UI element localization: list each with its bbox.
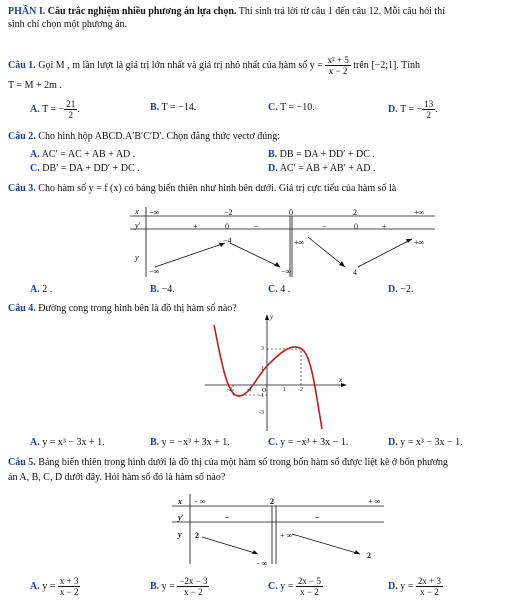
q3-text: Cho hàm số y = f (x) có bảng biến thiên như hình bên dưới. Giá trị cực tiểu của hàm số là xyxy=(38,183,397,194)
q3-row-x: x xyxy=(135,207,139,216)
q5-text-1: Bảng biến thiên trong hình dưới là đồ thị của một hàm số trong bốn hàm số được liệt kê ở bốn phương xyxy=(38,457,448,468)
q3-option-b[interactable] xyxy=(150,284,175,296)
q4-origin: O xyxy=(262,388,267,394)
frac-num: 21 xyxy=(66,99,76,109)
option-fraction xyxy=(177,576,209,597)
q4-tick-y: -1 xyxy=(259,393,264,399)
option-key: A. xyxy=(30,437,40,448)
option-key: B. xyxy=(150,284,160,295)
option-text: y = −x³ + 3x − 1. xyxy=(280,437,349,448)
option-text: y = xyxy=(161,580,175,592)
q4-option-d[interactable] xyxy=(388,437,463,449)
q2-option-c[interactable] xyxy=(30,163,140,175)
q1-option-c[interactable] xyxy=(268,102,315,114)
option-key: C. xyxy=(268,437,278,448)
q5-text-2: án A, B, C, D dưới đây. Hỏi hàm số đó là hàm số nào? xyxy=(8,472,226,483)
q3-row-y: y xyxy=(135,253,139,262)
option-post: . xyxy=(435,103,438,115)
q4-tick-x: 2 xyxy=(300,387,303,393)
q4-text: Đường cong trong hình bên là đồ thị hàm số nào? xyxy=(38,303,237,314)
q3-x-val: 0 xyxy=(289,208,293,217)
q3-yp-sign: 0 xyxy=(225,222,229,231)
section-header xyxy=(8,6,445,18)
q4-label: Câu 4. xyxy=(8,303,36,314)
frac-num: 2x + 3 xyxy=(417,576,441,586)
option-fraction xyxy=(296,576,323,597)
q3-stem xyxy=(8,183,396,195)
frac-den: 2 xyxy=(426,110,432,120)
q3-y-val: 4 xyxy=(353,268,357,277)
frac-den: x − 2 xyxy=(59,587,79,597)
option-text: DB′ = DA + DD′ + DC . xyxy=(42,163,140,174)
q1-text-a: Gọi M , m lần lượt là giá trị lớn nhất và giá trị nhỏ nhất của hàm số y = xyxy=(38,59,323,71)
option-post: . xyxy=(77,103,80,115)
q1-option-a[interactable] xyxy=(30,99,80,120)
q1-option-b[interactable] xyxy=(150,102,196,114)
option-text: y = x³ − 3x − 1. xyxy=(400,437,463,448)
q5-x-val: - ∞ xyxy=(195,497,206,506)
q1-option-d[interactable] xyxy=(388,99,438,120)
option-text: T = −10. xyxy=(280,102,315,113)
q5-yp-sign: − xyxy=(315,513,320,522)
q3-x-val: −2 xyxy=(224,208,233,217)
q5-stem-1 xyxy=(8,457,448,469)
q4-tick-x: -1 xyxy=(247,387,252,393)
option-text: DB = DA + DD′ + DC . xyxy=(279,149,375,160)
option-text: y = xyxy=(280,580,294,592)
q5-option-d[interactable] xyxy=(388,576,443,597)
q3-y-val: +∞ xyxy=(294,238,305,247)
q2-option-b[interactable] xyxy=(268,149,375,161)
q3-y-val: −∞ xyxy=(281,267,292,276)
option-key: D. xyxy=(268,163,278,174)
q3-row-yp: y′ xyxy=(135,221,141,230)
q5-row-yp: y′ xyxy=(178,513,184,522)
option-key: D. xyxy=(388,437,398,448)
q4-option-a[interactable] xyxy=(30,437,105,449)
frac-num: x + 3 xyxy=(59,576,79,586)
q4-tick-y: 3 xyxy=(261,346,264,352)
option-text: −2. xyxy=(400,284,414,295)
q4-tick-y: -3 xyxy=(259,410,264,416)
option-fraction xyxy=(64,99,77,120)
q3-x-val: −∞ xyxy=(149,208,160,217)
q4-y-label: y xyxy=(270,313,274,321)
q3-yp-sign: + xyxy=(382,222,387,231)
q3-y-val: +∞ xyxy=(414,238,425,247)
q2-text: Cho hình hộp ABCD.A′B′C′D′. Chọn đẳng thức vectơ đúng: xyxy=(38,131,280,142)
option-text: T = − xyxy=(42,103,65,115)
q5-row-x: x xyxy=(178,497,182,506)
option-key: B. xyxy=(268,149,278,160)
frac-den: 2 xyxy=(68,110,74,120)
q4-tick-x: 1 xyxy=(283,387,286,393)
option-fraction xyxy=(416,576,443,597)
q4-x-label: x xyxy=(339,376,343,384)
q1-frac-den: x − 2 xyxy=(328,66,348,76)
q3-y-val: −∞ xyxy=(149,267,160,276)
q1-frac-num: x² + 5 xyxy=(327,55,349,65)
option-text: T = − xyxy=(400,103,423,115)
q3-x-val: +∞ xyxy=(414,208,425,217)
frac-den: x − 2 xyxy=(420,587,439,597)
function-curve xyxy=(214,325,322,429)
q3-option-d[interactable] xyxy=(388,284,413,296)
frac-num: 13 xyxy=(424,99,434,109)
option-key: C. xyxy=(268,102,278,113)
option-text: AC′ = AC + AB + AD . xyxy=(41,149,136,160)
q1-fraction xyxy=(325,55,350,76)
q5-option-c[interactable] xyxy=(268,576,323,597)
q3-x-val: 2 xyxy=(353,208,357,217)
q5-x-val: + ∞ xyxy=(368,497,381,506)
q3-yp-sign: − xyxy=(322,222,327,231)
option-text: y = x³ − 3x + 1. xyxy=(42,437,105,448)
option-text: 2 . xyxy=(42,284,53,295)
q1-stem xyxy=(8,55,420,76)
option-text: y = xyxy=(400,580,414,592)
q5-x-val: 2 xyxy=(270,497,274,506)
option-fraction xyxy=(422,99,435,120)
option-key: D. xyxy=(388,580,398,592)
q2-stem xyxy=(8,131,280,143)
q5-option-a[interactable] xyxy=(30,576,80,597)
part-title: Câu trắc nghiệm nhiều phương án lựa chọn. xyxy=(47,6,237,17)
frac-num: 2x − 5 xyxy=(297,576,321,586)
q5-y-val: 2 xyxy=(195,531,199,540)
option-text: T = −14. xyxy=(161,102,197,113)
option-key: C. xyxy=(30,163,40,174)
q3-label: Câu 3. xyxy=(8,183,36,194)
q5-row-y: y xyxy=(178,530,182,539)
q3-option-a[interactable] xyxy=(30,284,52,296)
q5-y-val: + ∞ xyxy=(280,531,293,540)
option-text: −4. xyxy=(161,284,175,295)
q3-yp-sign: + xyxy=(193,222,198,231)
option-text: 4 . xyxy=(280,284,291,295)
option-key: A. xyxy=(30,149,40,160)
q3-y-val: −4 xyxy=(223,236,232,245)
option-key: B. xyxy=(150,437,160,448)
q4-option-c[interactable] xyxy=(268,437,348,449)
q4-graph xyxy=(200,313,350,433)
option-key: A. xyxy=(30,103,40,115)
q4-tick-x: -2 xyxy=(227,387,232,393)
q5-y-val: 2 xyxy=(367,551,371,560)
q2-option-d[interactable] xyxy=(268,163,375,175)
q1-label: Câu 1. xyxy=(8,59,36,71)
q3-option-c[interactable] xyxy=(268,284,290,296)
option-text: y = xyxy=(42,580,56,592)
part-label: PHẦN I. xyxy=(8,6,46,17)
frac-den: x − 2 xyxy=(184,587,203,597)
q2-label: Câu 2. xyxy=(8,131,36,142)
option-key: D. xyxy=(388,284,398,295)
q4-tick-y: 1 xyxy=(261,366,264,372)
q1-text-b: trên [−2;1]. Tính xyxy=(353,59,421,71)
option-key: C. xyxy=(268,284,278,295)
q2-option-a[interactable] xyxy=(30,149,135,161)
q1-text-c: T = M + 2m . xyxy=(8,80,62,91)
q5-y-val: - ∞ xyxy=(257,559,268,568)
q5-option-b[interactable] xyxy=(150,576,209,597)
frac-den: x − 2 xyxy=(300,587,319,597)
part-instruction-2: sinh chỉ chọn một phương án. xyxy=(8,19,128,30)
option-key: D. xyxy=(388,103,398,115)
q5-yp-sign: − xyxy=(225,513,230,522)
option-key: A. xyxy=(30,284,40,295)
option-fraction xyxy=(58,576,81,597)
q5-label: Câu 5. xyxy=(8,457,36,468)
part-instruction-1: Thí sinh trả lời từ câu 1 đến câu 12. Mỗi câu hỏi thí xyxy=(238,6,445,17)
q3-yp-sign: − xyxy=(254,222,259,231)
option-text: AC′ = AB + AB′ + AD . xyxy=(279,163,376,174)
frac-num: −2x − 3 xyxy=(179,576,208,586)
option-key: C. xyxy=(268,580,278,592)
q4-option-b[interactable] xyxy=(150,437,230,449)
option-key: A. xyxy=(30,580,40,592)
q3-yp-sign: 0 xyxy=(354,222,358,231)
option-key: B. xyxy=(150,102,160,113)
option-key: B. xyxy=(150,580,160,592)
option-text: y = −x³ + 3x + 1. xyxy=(161,437,230,448)
